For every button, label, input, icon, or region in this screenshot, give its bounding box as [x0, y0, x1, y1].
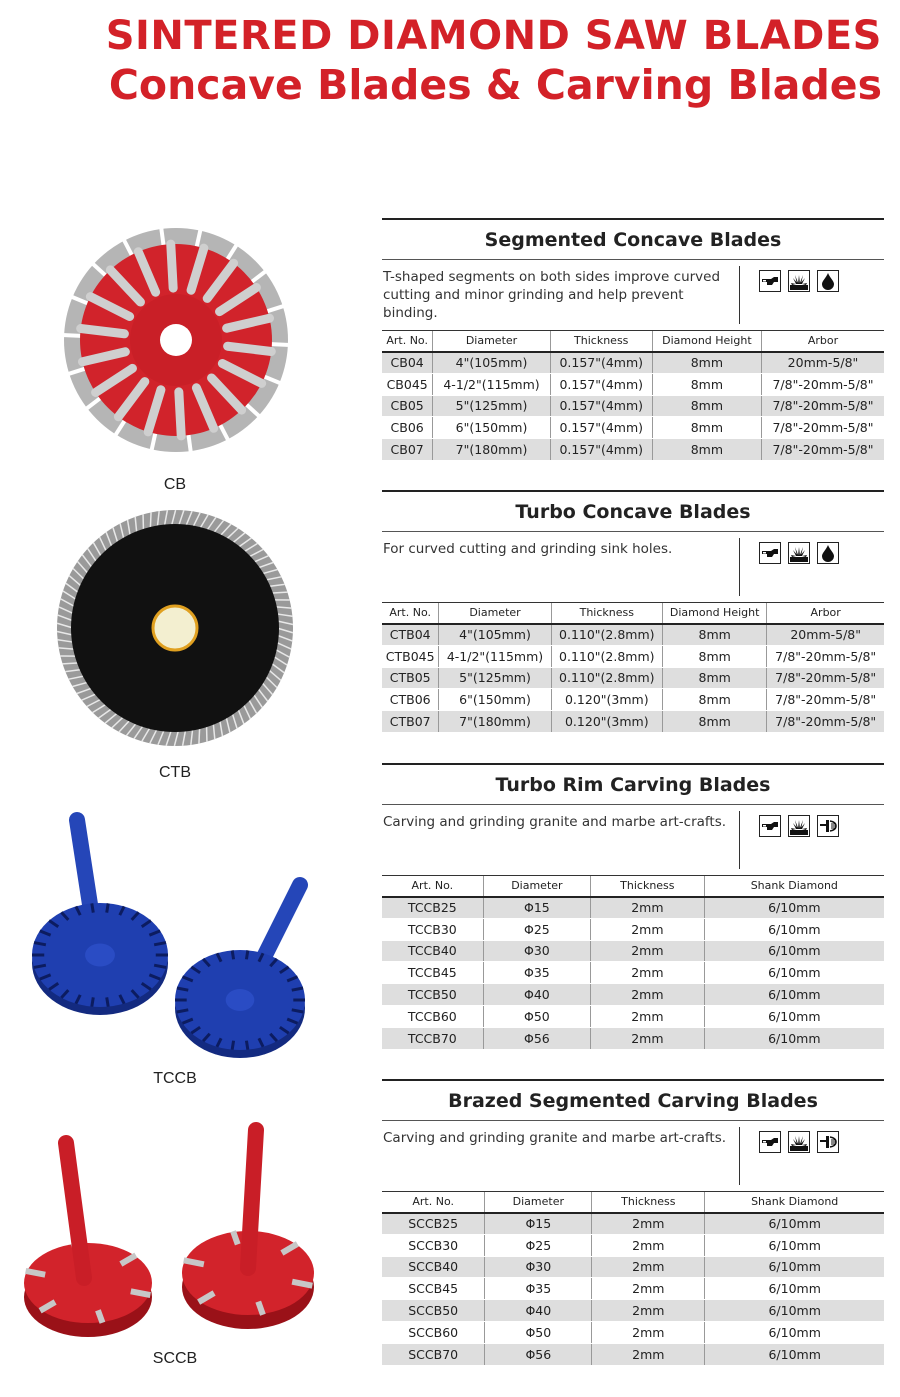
table-cell: 2mm [591, 918, 705, 940]
table-cell: TCCB25 [382, 897, 483, 919]
table-cell: CB045 [382, 373, 433, 395]
table-cell: 7/8"-20mm-5/8" [761, 417, 884, 439]
table-cell: CTB05 [382, 667, 439, 689]
section-heading: Segmented Concave Blades [382, 218, 884, 260]
section-brazed-segmented-carving [382, 1079, 884, 1366]
table-cell: 8mm [652, 373, 761, 395]
table-cell: 2mm [591, 1027, 705, 1049]
section-description-row [382, 532, 884, 602]
cutting-blade-icon [788, 815, 810, 837]
table-cell: 8mm [662, 711, 766, 733]
table-cell: 8mm [662, 645, 766, 667]
table-cell: 2mm [592, 1213, 705, 1235]
column-header: Art. No. [382, 1192, 485, 1213]
table-cell: Φ25 [485, 1234, 592, 1256]
table-cell: 0.157"(4mm) [550, 439, 652, 461]
table-cell: Φ56 [483, 1027, 590, 1049]
column-header: Arbor [767, 603, 884, 624]
table-cell: 0.110"(2.8mm) [551, 667, 662, 689]
column-header: Art. No. [382, 603, 439, 624]
column-header: Art. No. [382, 331, 433, 352]
table-row [382, 352, 884, 374]
table-cell: 6/10mm [705, 1343, 884, 1365]
cutting-blade-icon [788, 542, 810, 564]
table-cell: SCCB40 [382, 1256, 485, 1278]
product-caption-cb: CB [163, 476, 187, 493]
spec-table [382, 330, 884, 461]
divider [739, 538, 740, 596]
table-cell: 6/10mm [704, 918, 884, 940]
application-icons [759, 542, 839, 564]
section-turbo-concave [382, 490, 884, 733]
table-cell: Φ40 [485, 1300, 592, 1322]
spec-table [382, 875, 884, 1050]
table-cell: CTB07 [382, 711, 439, 733]
table-row [382, 940, 884, 962]
application-icons [759, 1131, 839, 1153]
table-cell: 4-1/2"(115mm) [433, 373, 550, 395]
table-row [382, 439, 884, 461]
application-icons [759, 815, 839, 837]
table-cell: 6/10mm [704, 940, 884, 962]
section-description-row [382, 805, 884, 875]
table-row [382, 897, 884, 919]
section-description-row [382, 260, 884, 330]
column-header: Diameter [485, 1192, 592, 1213]
divider [739, 266, 740, 324]
section-heading: Brazed Segmented Carving Blades [382, 1079, 884, 1121]
table-cell: SCCB25 [382, 1213, 485, 1235]
table-cell: 8mm [662, 689, 766, 711]
table-row [382, 624, 884, 646]
wet-drop-icon [817, 270, 839, 292]
table-cell: Φ56 [485, 1343, 592, 1365]
title-line-2: Concave Blades & Carving Blades [108, 61, 882, 109]
table-cell: 2mm [592, 1234, 705, 1256]
table-cell: SCCB50 [382, 1300, 485, 1322]
table-cell: 4-1/2"(115mm) [439, 645, 551, 667]
table-cell: Φ50 [485, 1321, 592, 1343]
table-cell: SCCB70 [382, 1343, 485, 1365]
spec-table [382, 1191, 884, 1366]
table-row [382, 667, 884, 689]
table-cell: 7/8"-20mm-5/8" [767, 689, 884, 711]
table-cell: 6/10mm [705, 1321, 884, 1343]
hand-tool-icon [759, 270, 781, 292]
table-row [382, 1278, 884, 1300]
table-cell: TCCB40 [382, 940, 483, 962]
table-cell: 6/10mm [705, 1213, 884, 1235]
table-cell: 4"(105mm) [433, 352, 550, 374]
grinder-icon [817, 815, 839, 837]
section-description: Carving and grinding granite and marbe art-crafts. [383, 1130, 727, 1146]
table-cell: 2mm [592, 1256, 705, 1278]
table-cell: 8mm [662, 667, 766, 689]
product-caption-ctb: CTB [159, 764, 191, 781]
table-cell: 7/8"-20mm-5/8" [761, 439, 884, 461]
table-cell: 4"(105mm) [439, 624, 551, 646]
table-cell: Φ50 [483, 1005, 590, 1027]
hand-tool-icon [759, 1131, 781, 1153]
sccb-blades-image [18, 1118, 328, 1338]
table-cell: 0.120"(3mm) [551, 711, 662, 733]
table-cell: SCCB60 [382, 1321, 485, 1343]
table-cell: TCCB70 [382, 1027, 483, 1049]
table-cell: 0.157"(4mm) [550, 373, 652, 395]
column-header: Arbor [761, 331, 884, 352]
table-cell: 0.120"(3mm) [551, 689, 662, 711]
table-row [382, 1027, 884, 1049]
table-cell: 6/10mm [704, 1027, 884, 1049]
product-caption-tccb: TCCB [153, 1070, 197, 1087]
table-row [382, 1005, 884, 1027]
table-row [382, 1256, 884, 1278]
table-cell: CB04 [382, 352, 433, 374]
table-cell: CTB045 [382, 645, 439, 667]
table-cell: CB07 [382, 439, 433, 461]
table-cell: 2mm [591, 897, 705, 919]
wet-drop-icon [817, 542, 839, 564]
table-cell: 2mm [591, 1005, 705, 1027]
table-row [382, 711, 884, 733]
table-cell: Φ35 [483, 962, 590, 984]
page-title [106, 12, 882, 110]
table-cell: 20mm-5/8" [767, 624, 884, 646]
column-header: Diamond Height [652, 331, 761, 352]
table-cell: 0.157"(4mm) [550, 395, 652, 417]
table-row [382, 918, 884, 940]
table-row [382, 1300, 884, 1322]
column-header: Thickness [592, 1192, 705, 1213]
column-header: Diameter [439, 603, 551, 624]
table-cell: 2mm [592, 1321, 705, 1343]
table-cell: SCCB45 [382, 1278, 485, 1300]
table-cell: 6/10mm [704, 1005, 884, 1027]
table-cell: 20mm-5/8" [761, 352, 884, 374]
column-header: Thickness [551, 603, 662, 624]
product-caption-sccb: SCCB [152, 1350, 198, 1367]
table-row [382, 1343, 884, 1365]
column-header: Diameter [433, 331, 550, 352]
grinder-icon [817, 1131, 839, 1153]
table-cell: Φ25 [483, 918, 590, 940]
tccb-blades-image [25, 800, 325, 1070]
table-cell: 0.157"(4mm) [550, 352, 652, 374]
table-row [382, 395, 884, 417]
table-cell: Φ35 [485, 1278, 592, 1300]
table-cell: 7/8"-20mm-5/8" [767, 711, 884, 733]
hand-tool-icon [759, 542, 781, 564]
table-cell: CB06 [382, 417, 433, 439]
table-row [382, 984, 884, 1006]
spec-table [382, 602, 884, 733]
section-heading: Turbo Concave Blades [382, 490, 884, 532]
table-cell: Φ15 [485, 1213, 592, 1235]
table-cell: 0.110"(2.8mm) [551, 624, 662, 646]
table-row [382, 645, 884, 667]
table-cell: 6/10mm [705, 1300, 884, 1322]
cb-blade-image [56, 220, 296, 460]
table-row [382, 1213, 884, 1235]
section-description: T-shaped segments on both sides improve curved cutting and minor grinding and help prevent binding. [383, 269, 721, 321]
table-cell: 8mm [652, 395, 761, 417]
column-header: Shank Diamond [704, 876, 884, 897]
section-description-row [382, 1121, 884, 1191]
table-cell: 6/10mm [705, 1234, 884, 1256]
cutting-blade-icon [788, 1131, 810, 1153]
table-cell: Φ15 [483, 897, 590, 919]
table-cell: 6/10mm [705, 1256, 884, 1278]
table-cell: 8mm [652, 417, 761, 439]
column-header: Shank Diamond [705, 1192, 884, 1213]
table-cell: SCCB30 [382, 1234, 485, 1256]
table-cell: 6/10mm [704, 897, 884, 919]
table-cell: 0.157"(4mm) [550, 417, 652, 439]
table-cell: 2mm [592, 1343, 705, 1365]
table-cell: 0.110"(2.8mm) [551, 645, 662, 667]
table-cell: 8mm [662, 624, 766, 646]
table-cell: Φ30 [485, 1256, 592, 1278]
table-cell: 7"(180mm) [439, 711, 551, 733]
ctb-blade-image [55, 508, 295, 748]
column-header: Diamond Height [662, 603, 766, 624]
table-cell: 2mm [591, 940, 705, 962]
table-cell: 6"(150mm) [439, 689, 551, 711]
table-cell: 2mm [591, 984, 705, 1006]
table-cell: 7/8"-20mm-5/8" [761, 373, 884, 395]
table-cell: CTB04 [382, 624, 439, 646]
table-cell: 2mm [591, 962, 705, 984]
table-cell: 5"(125mm) [433, 395, 550, 417]
table-cell: Φ40 [483, 984, 590, 1006]
table-row [382, 689, 884, 711]
column-header: Diameter [483, 876, 590, 897]
cutting-blade-icon [788, 270, 810, 292]
divider [739, 811, 740, 869]
table-cell: CB05 [382, 395, 433, 417]
section-description: For curved cutting and grinding sink holes. [383, 541, 673, 557]
table-cell: TCCB30 [382, 918, 483, 940]
table-cell: 2mm [592, 1278, 705, 1300]
table-cell: 5"(125mm) [439, 667, 551, 689]
table-cell: 2mm [592, 1300, 705, 1322]
section-segmented-concave [382, 218, 884, 461]
table-cell: Φ30 [483, 940, 590, 962]
divider [739, 1127, 740, 1185]
table-cell: 6/10mm [705, 1278, 884, 1300]
section-description: Carving and grinding granite and marbe art-crafts. [383, 814, 727, 830]
table-row [382, 1234, 884, 1256]
column-header: Art. No. [382, 876, 483, 897]
table-cell: 8mm [652, 352, 761, 374]
table-cell: 8mm [652, 439, 761, 461]
table-cell: 7/8"-20mm-5/8" [767, 645, 884, 667]
table-row [382, 1321, 884, 1343]
table-row [382, 417, 884, 439]
application-icons [759, 270, 839, 292]
table-cell: 7/8"-20mm-5/8" [767, 667, 884, 689]
table-row [382, 962, 884, 984]
title-line-1: SINTERED DIAMOND SAW BLADES [105, 13, 882, 59]
table-cell: 7/8"-20mm-5/8" [761, 395, 884, 417]
hand-tool-icon [759, 815, 781, 837]
table-cell: TCCB45 [382, 962, 483, 984]
column-header: Thickness [550, 331, 652, 352]
table-cell: 6/10mm [704, 962, 884, 984]
table-cell: 6"(150mm) [433, 417, 550, 439]
table-cell: TCCB60 [382, 1005, 483, 1027]
table-cell: TCCB50 [382, 984, 483, 1006]
table-cell: 7"(180mm) [433, 439, 550, 461]
section-turbo-rim-carving [382, 763, 884, 1050]
table-cell: CTB06 [382, 689, 439, 711]
section-heading: Turbo Rim Carving Blades [382, 763, 884, 805]
column-header: Thickness [591, 876, 705, 897]
table-row [382, 373, 884, 395]
table-cell: 6/10mm [704, 984, 884, 1006]
